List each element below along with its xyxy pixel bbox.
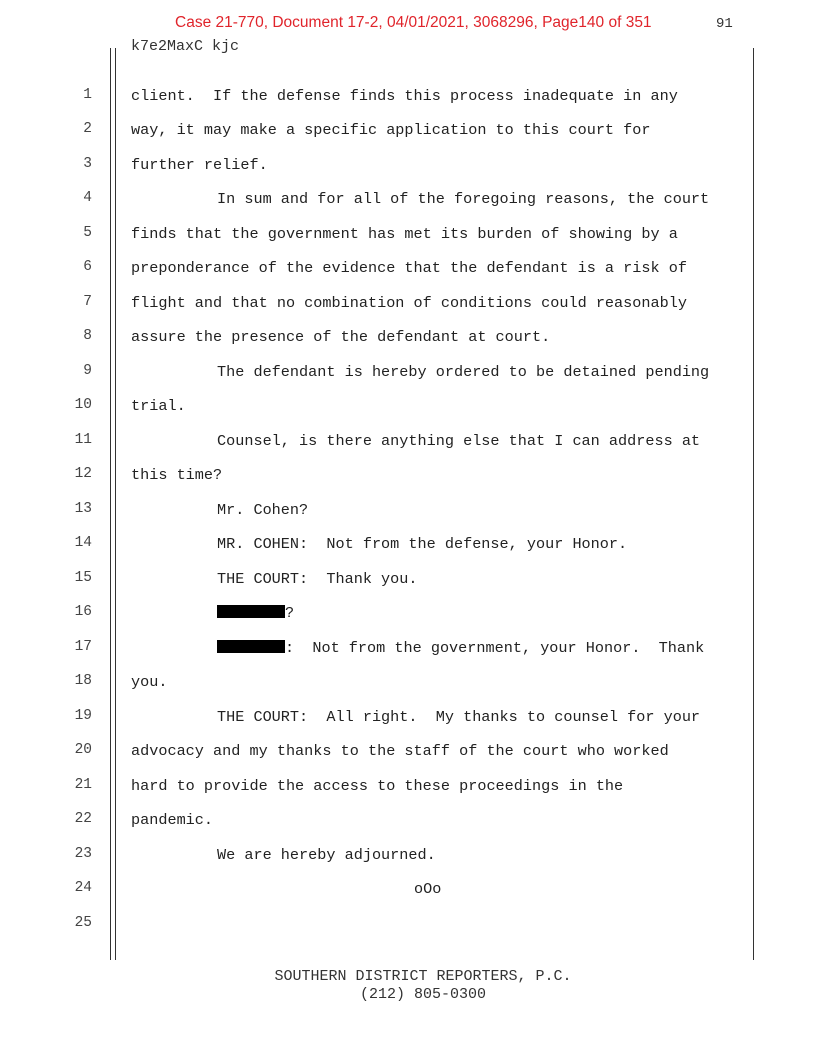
transcript-line [0, 294, 816, 328]
line-number: 5 [83, 225, 92, 241]
line-number: 2 [83, 121, 92, 137]
line-text: We are hereby adjourned. [217, 846, 436, 864]
line-number: 18 [74, 673, 92, 689]
line-text: THE COURT: All right. My thanks to counsel for your [217, 708, 701, 726]
line-text: client. If the defense finds this process inadequate in any [131, 87, 678, 105]
line-text: you. [131, 673, 168, 691]
transcript-line [0, 121, 816, 155]
transcript-line [0, 846, 816, 880]
line-number: 1 [83, 87, 92, 103]
redaction-block [217, 640, 285, 653]
transcript-line [0, 639, 816, 673]
line-text: flight and that no combination of conditions could reasonably [131, 294, 687, 312]
line-text: assure the presence of the defendant at court. [131, 328, 551, 346]
line-text: advocacy and my thanks to the staff of the court who worked [131, 742, 669, 760]
transcript-line [0, 777, 816, 811]
line-number: 25 [74, 915, 92, 931]
transcript-line [0, 190, 816, 224]
line-text: : Not from the government, your Honor. Thank [285, 639, 705, 657]
line-text: further relief. [131, 156, 268, 174]
line-text: finds that the government has met its burden of showing by a [131, 225, 678, 243]
redaction-block [217, 605, 285, 618]
line-text: MR. COHEN: Not from the defense, your Honor. [217, 535, 628, 553]
transcript-line [0, 363, 816, 397]
line-text-redacted [217, 604, 294, 622]
line-number: 17 [74, 639, 92, 655]
line-text: ? [285, 604, 295, 622]
transcript-line [0, 156, 816, 190]
transcript-line [0, 225, 816, 259]
line-text: Counsel, is there anything else that I can address at [217, 432, 701, 450]
transcript-line [0, 259, 816, 293]
line-text: preponderance of the evidence that the defendant is a risk of [131, 259, 687, 277]
case-header: Case 21-770, Document 17-2, 04/01/2021, 3068296, Page140 of 351 [175, 14, 652, 31]
line-number: 24 [74, 880, 92, 896]
line-number: 20 [74, 742, 92, 758]
line-number: 19 [74, 708, 92, 724]
file-identifier: k7e2MaxC kjc [131, 38, 240, 55]
line-number: 23 [74, 846, 92, 862]
transcript-line [0, 708, 816, 742]
transcript-line [0, 570, 816, 604]
transcript-line [0, 328, 816, 362]
line-text-redacted [217, 639, 704, 657]
transcript-line [0, 535, 816, 569]
transcript-line [0, 501, 816, 535]
transcript-line [0, 466, 816, 500]
line-number: 15 [74, 570, 92, 586]
line-text: Mr. Cohen? [217, 501, 309, 519]
transcript-line [0, 673, 816, 707]
line-text: trial. [131, 397, 186, 415]
line-number: 13 [74, 501, 92, 517]
transcript-line [0, 432, 816, 466]
transcript-line [0, 880, 816, 914]
line-number: 6 [83, 259, 92, 275]
line-text: this time? [131, 466, 223, 484]
line-number: 14 [74, 535, 92, 551]
transcript-line [0, 87, 816, 121]
line-text: In sum and for all of the foregoing reasons, the court [217, 190, 710, 208]
reporter-name: SOUTHERN DISTRICT REPORTERS, P.C. [274, 968, 572, 985]
line-text: The defendant is hereby ordered to be detained pending [217, 363, 710, 381]
reporter-phone: (212) 805-0300 [359, 986, 487, 1003]
line-number: 10 [74, 397, 92, 413]
transcript-line [0, 604, 816, 638]
page-number: 91 [716, 16, 733, 32]
line-number: 8 [83, 328, 92, 344]
line-text: pandemic. [131, 811, 214, 829]
line-number: 22 [74, 811, 92, 827]
line-text: hard to provide the access to these proceedings in the [131, 777, 624, 795]
line-text: THE COURT: Thank you. [217, 570, 418, 588]
line-number: 12 [74, 466, 92, 482]
line-number: 21 [74, 777, 92, 793]
transcript-line [0, 397, 816, 431]
line-number: 4 [83, 190, 92, 206]
line-number: 16 [74, 604, 92, 620]
line-number: 7 [83, 294, 92, 310]
transcript-line [0, 915, 816, 949]
line-text: way, it may make a specific application to this court for [131, 121, 651, 139]
page-footer [0, 968, 816, 1004]
line-text: oOo [414, 880, 442, 898]
transcript-line [0, 742, 816, 776]
line-number: 9 [83, 363, 92, 379]
line-number: 3 [83, 156, 92, 172]
line-number: 11 [74, 432, 92, 448]
transcript-line [0, 811, 816, 845]
